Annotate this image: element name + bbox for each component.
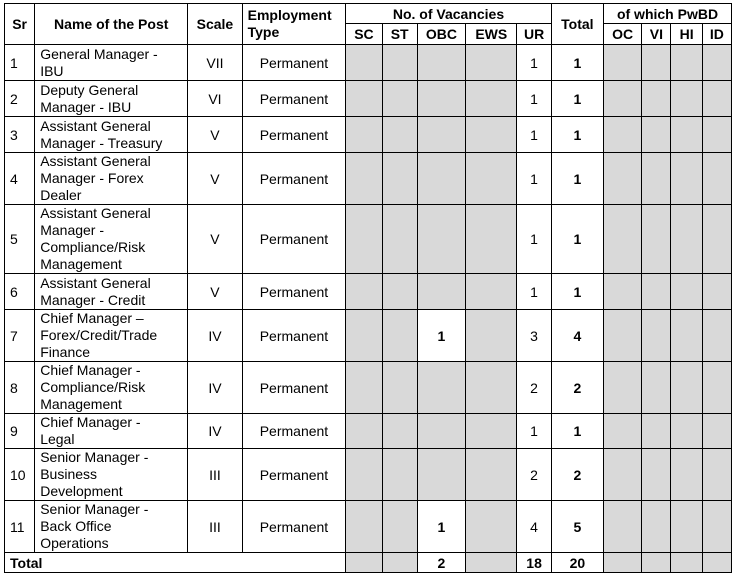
row-ews [466,501,517,553]
header-oc: OC [604,24,642,45]
row-sr: 8 [5,362,35,414]
row-post-name [35,153,188,205]
row-obc [417,414,465,449]
row-hi [671,362,702,414]
row-st [382,274,417,310]
post-name-line: Management [40,396,122,412]
post-name-line: Manager - Treasury [40,134,163,151]
post-name-line: Chief Manager – [40,310,144,326]
table-row [5,117,732,153]
vacancy-table [4,3,732,573]
row-total: 5 [551,501,603,553]
table-row [5,449,732,501]
row-st [382,310,417,362]
table-row [5,205,732,274]
row-employment-type: Permanent [242,205,346,274]
row-sr: 1 [5,45,35,81]
row-vi [642,45,671,81]
post-name-line: Dealer [40,187,82,203]
post-name-line: Compliance/Risk [40,379,146,395]
row-ews [466,310,517,362]
row-st [382,449,417,501]
row-total: 1 [551,153,603,205]
row-oc [604,449,642,501]
row-sc [346,117,382,153]
row-post-name [35,205,188,274]
row-post-name [35,362,188,414]
total-ur: 18 [517,553,551,573]
row-sr: 9 [5,414,35,449]
header-st: ST [382,24,417,45]
table-row [5,274,732,310]
row-scale: VII [188,45,242,81]
row-sc [346,501,382,553]
row-ur: 2 [517,449,551,501]
post-name-line: Legal [40,431,75,447]
post-name-line: IBU [40,62,64,79]
row-scale: IV [188,310,242,362]
row-oc [604,205,642,274]
total-total: 20 [551,553,603,573]
row-post-name [35,414,188,449]
row-hi [671,501,702,553]
post-name-line: General Manager - [40,45,158,62]
row-ur: 1 [517,153,551,205]
row-sr: 6 [5,274,35,310]
header-ur: UR [517,24,551,45]
row-employment-type: Permanent [242,45,346,81]
row-id [702,362,731,414]
row-scale: III [188,501,242,553]
row-employment-type: Permanent [242,274,346,310]
row-employment-type: Permanent [242,362,346,414]
row-ews [466,117,517,153]
row-ur: 1 [517,414,551,449]
header-row-1 [5,4,732,24]
row-post-name [35,310,188,362]
post-name-line: Assistant General [40,205,151,221]
row-total: 1 [551,45,603,81]
row-sc [346,205,382,274]
row-oc [604,153,642,205]
row-employment-type: Permanent [242,501,346,553]
row-hi [671,310,702,362]
header-post: Name of the Post [35,4,188,45]
row-id [702,81,731,117]
row-hi [671,205,702,274]
table-row [5,362,732,414]
row-obc [417,449,465,501]
row-scale: IV [188,414,242,449]
row-sc [346,310,382,362]
table-row [5,45,732,81]
post-name-line: Assistant General [40,274,151,291]
row-st [382,117,417,153]
row-scale: III [188,449,242,501]
header-vacancies: No. of Vacancies [346,4,551,24]
row-sc [346,449,382,501]
row-post-name [35,501,188,553]
row-obc [417,362,465,414]
row-hi [671,117,702,153]
row-st [382,501,417,553]
total-label: Total [5,553,346,573]
row-sr: 11 [5,501,35,553]
row-st [382,414,417,449]
row-st [382,205,417,274]
post-name-line: Manager - IBU [40,98,132,115]
row-sr: 10 [5,449,35,501]
row-id [702,117,731,153]
row-hi [671,449,702,501]
header-ews: EWS [466,24,517,45]
row-sr: 3 [5,117,35,153]
row-post-name [35,274,188,310]
table-row [5,310,732,362]
row-st [382,362,417,414]
row-scale: IV [188,362,242,414]
row-hi [671,274,702,310]
row-ews [466,81,517,117]
row-scale: V [188,153,242,205]
row-hi [671,153,702,205]
row-obc [417,81,465,117]
row-oc [604,45,642,81]
row-post-name [35,81,188,117]
row-scale: VI [188,81,242,117]
row-vi [642,310,671,362]
row-ur: 1 [517,274,551,310]
row-oc [604,117,642,153]
row-total: 1 [551,117,603,153]
table-row [5,153,732,205]
post-name-line: Management [40,256,122,272]
row-employment-type: Permanent [242,153,346,205]
post-name-line: Manager - [40,222,105,238]
post-name-line: Chief Manager - [40,362,141,378]
row-scale: V [188,274,242,310]
row-sr: 4 [5,153,35,205]
row-vi [642,449,671,501]
row-total: 2 [551,362,603,414]
post-name-line: Back Office [40,518,112,534]
header-sc: SC [346,24,382,45]
row-vi [642,153,671,205]
header-id: ID [702,24,731,45]
header-obc: OBC [417,24,465,45]
post-name-line: Compliance/Risk [40,239,146,255]
row-ews [466,205,517,274]
row-total: 2 [551,449,603,501]
row-st [382,45,417,81]
row-id [702,45,731,81]
row-oc [604,81,642,117]
row-total: 4 [551,310,603,362]
row-vi [642,81,671,117]
row-obc [417,274,465,310]
post-name-line: Business [40,466,98,482]
row-ews [466,153,517,205]
row-obc: 1 [417,310,465,362]
post-name-line: Chief Manager - [40,414,141,430]
row-sc [346,81,382,117]
header-vi: VI [642,24,671,45]
row-id [702,310,731,362]
total-obc: 2 [417,553,465,573]
row-id [702,414,731,449]
row-scale: V [188,117,242,153]
row-sc [346,362,382,414]
row-sc [346,274,382,310]
row-id [702,205,731,274]
post-name-line: Senior Manager - [40,449,149,465]
row-ews [466,274,517,310]
row-ur: 1 [517,45,551,81]
row-total: 1 [551,81,603,117]
row-vi [642,274,671,310]
row-sr: 5 [5,205,35,274]
row-oc [604,362,642,414]
post-name-line: Finance [40,344,91,360]
header-scale: Scale [188,4,242,45]
row-post-name [35,45,188,81]
row-obc: 1 [417,501,465,553]
row-ur: 1 [517,81,551,117]
row-hi [671,45,702,81]
post-name-line: Manager - Forex [40,170,144,186]
row-oc [604,501,642,553]
row-scale: V [188,205,242,274]
row-hi [671,81,702,117]
total-row [5,553,732,573]
row-ur: 4 [517,501,551,553]
row-post-name [35,117,188,153]
row-ews [466,414,517,449]
header-sr: Sr [5,4,35,45]
row-oc [604,414,642,449]
post-name-line: Operations [40,535,109,551]
header-total: Total [551,4,603,45]
row-vi [642,501,671,553]
row-id [702,274,731,310]
post-name-line: Development [40,483,123,499]
post-name-line: Senior Manager - [40,501,149,517]
row-sr: 7 [5,310,35,362]
row-employment-type: Permanent [242,414,346,449]
table-row [5,414,732,449]
row-vi [642,205,671,274]
row-vi [642,362,671,414]
header-employment-type: Employment Type [242,4,346,45]
row-employment-type: Permanent [242,81,346,117]
row-total: 1 [551,414,603,449]
row-ur: 3 [517,310,551,362]
post-name-line: Manager - Credit [40,291,146,308]
post-name-line: Assistant General [40,117,151,134]
row-sc [346,45,382,81]
header-pwbd: of which PwBD [604,4,732,24]
row-ur: 2 [517,362,551,414]
row-total: 1 [551,205,603,274]
row-sr: 2 [5,81,35,117]
row-obc [417,153,465,205]
row-id [702,501,731,553]
row-id [702,153,731,205]
row-ews [466,45,517,81]
table-row [5,81,732,117]
row-ur: 1 [517,205,551,274]
row-vi [642,117,671,153]
row-st [382,153,417,205]
post-name-line: Assistant General [40,153,151,169]
row-oc [604,310,642,362]
row-ews [466,362,517,414]
row-obc [417,117,465,153]
row-obc [417,205,465,274]
row-total: 1 [551,274,603,310]
post-name-line: Forex/Credit/Trade [40,327,158,343]
row-obc [417,45,465,81]
row-employment-type: Permanent [242,310,346,362]
row-ur: 1 [517,117,551,153]
row-id [702,449,731,501]
row-sc [346,153,382,205]
post-name-line: Deputy General [40,81,139,98]
row-post-name [35,449,188,501]
row-st [382,81,417,117]
row-ews [466,449,517,501]
row-oc [604,274,642,310]
header-hi: HI [671,24,702,45]
row-employment-type: Permanent [242,117,346,153]
row-sc [346,414,382,449]
row-vi [642,414,671,449]
row-hi [671,414,702,449]
table-row [5,501,732,553]
row-employment-type: Permanent [242,449,346,501]
